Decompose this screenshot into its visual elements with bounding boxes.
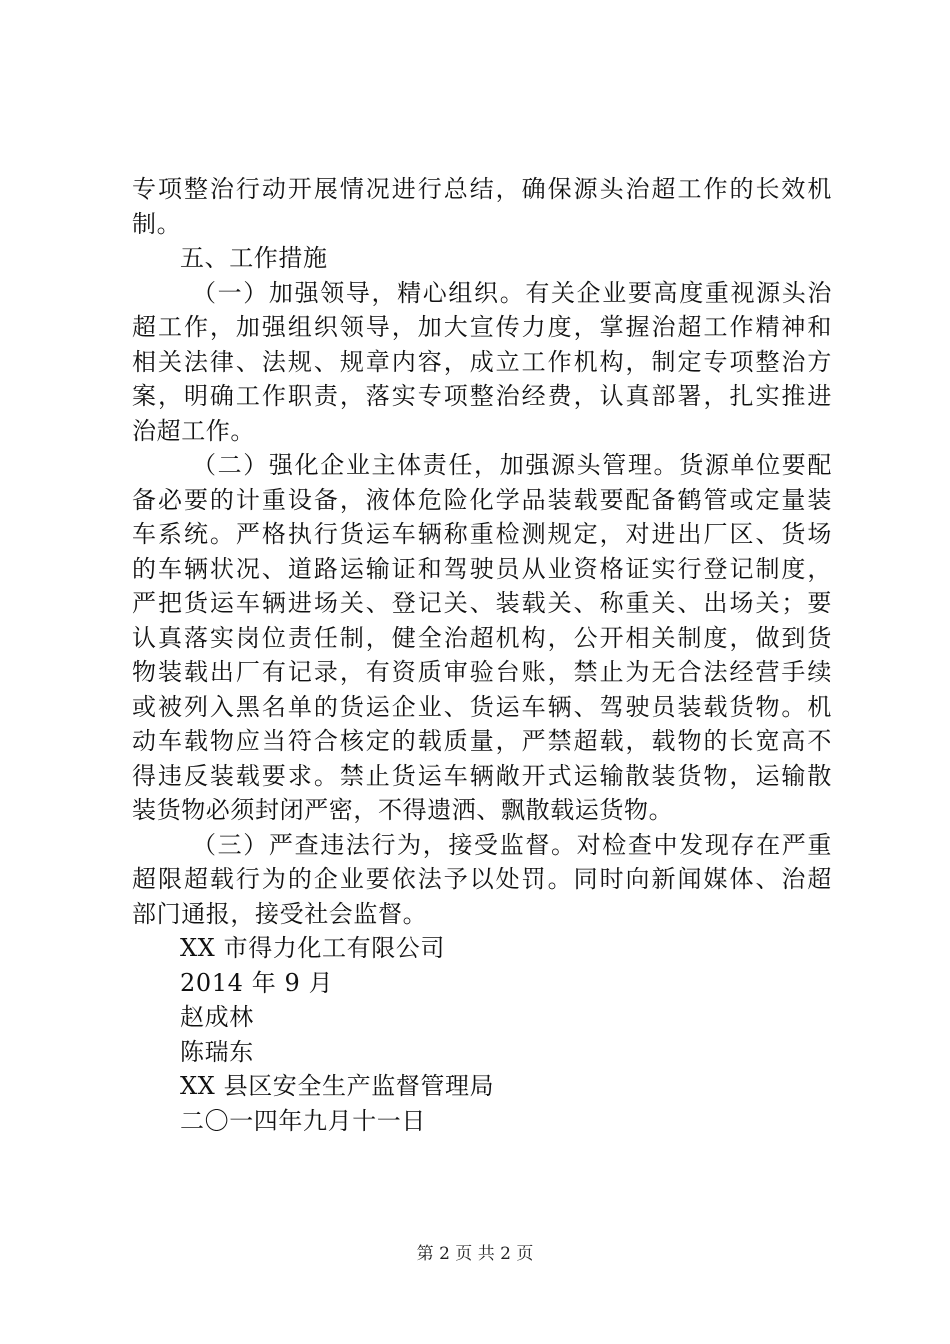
signature-company: XX 市得力化工有限公司 — [180, 934, 445, 962]
paragraph-line: 专项整治行动开展情况进行总结，确保源头治超工作的长效机 — [132, 175, 832, 203]
measure-1-line: 案，明确工作职责，落实专项整治经费，认真部署，扎实推进 — [132, 382, 832, 410]
measure-1-line: 相关法律、法规、规章内容，成立工作机构，制定专项整治方 — [132, 347, 832, 376]
signature-person: 陈瑞东 — [180, 1037, 254, 1066]
section-heading: 五、工作措施 — [180, 244, 328, 272]
measure-2-line: （二）强化企业主体责任，加强源头管理。货源单位要配 — [192, 451, 832, 479]
measure-3-line: （三）严查违法行为，接受监督。对检查中发现存在严重 — [192, 830, 832, 859]
paragraph-line: 制。 — [132, 209, 182, 238]
document-body — [132, 172, 832, 1138]
signature-bureau: XX 县区安全生产监督管理局 — [180, 1072, 495, 1100]
signature-bureau-date: 二〇一四年九月十一日 — [180, 1106, 426, 1135]
measure-2-line: 备必要的计重设备，液体危险化学品装载要配备鹤管或定量装 — [132, 485, 832, 514]
measure-1-line: 治超工作。 — [132, 416, 255, 445]
signature-date: 2014 年 9 月 — [180, 968, 334, 997]
measure-1-line: 超工作，加强组织领导，加大宣传力度，掌握治超工作精神和 — [132, 313, 832, 341]
page-indicator: 第 2 页 共 2 页 — [416, 1244, 534, 1264]
signature-block — [132, 931, 832, 1138]
measure-1-line: （一）加强领导，精心组织。有关企业要高度重视源头治 — [192, 278, 832, 307]
measure-2-line: 或被列入黑名单的货运企业、货运车辆、驾驶员装载货物。机 — [132, 692, 832, 721]
measure-3-line: 超限超载行为的企业要依法予以处罚。同时向新闻媒体、治超 — [132, 865, 832, 893]
page-footer — [0, 1243, 950, 1265]
measure-3-line: 部门通报，接受社会监督。 — [132, 899, 428, 928]
measure-2-line: 装货物必须封闭严密，不得遗洒、飘散载运货物。 — [132, 796, 674, 824]
measure-2-line: 认真落实岗位责任制，健全治超机构，公开相关制度，做到货 — [132, 623, 832, 652]
measure-2-line: 的车辆状况、道路运输证和驾驶员从业资格证实行登记制度， — [132, 554, 832, 583]
measure-2-line: 严把货运车辆进场关、登记关、装载关、称重关、出场关；要 — [132, 589, 832, 617]
measure-2-line: 物装载出厂有记录，有资质审验台账，禁止为无合法经营手续 — [132, 658, 832, 686]
measure-2-line: 得违反装载要求。禁止货运车辆敞开式运输散装货物，运输散 — [132, 761, 832, 790]
measure-2-line: 动车载物应当符合核定的载质量，严禁超载，载物的长宽高不 — [132, 727, 832, 755]
signature-person: 赵成林 — [180, 1003, 254, 1031]
measure-2-line: 车系统。严格执行货运车辆称重检测规定，对进出厂区、货场 — [132, 520, 832, 548]
